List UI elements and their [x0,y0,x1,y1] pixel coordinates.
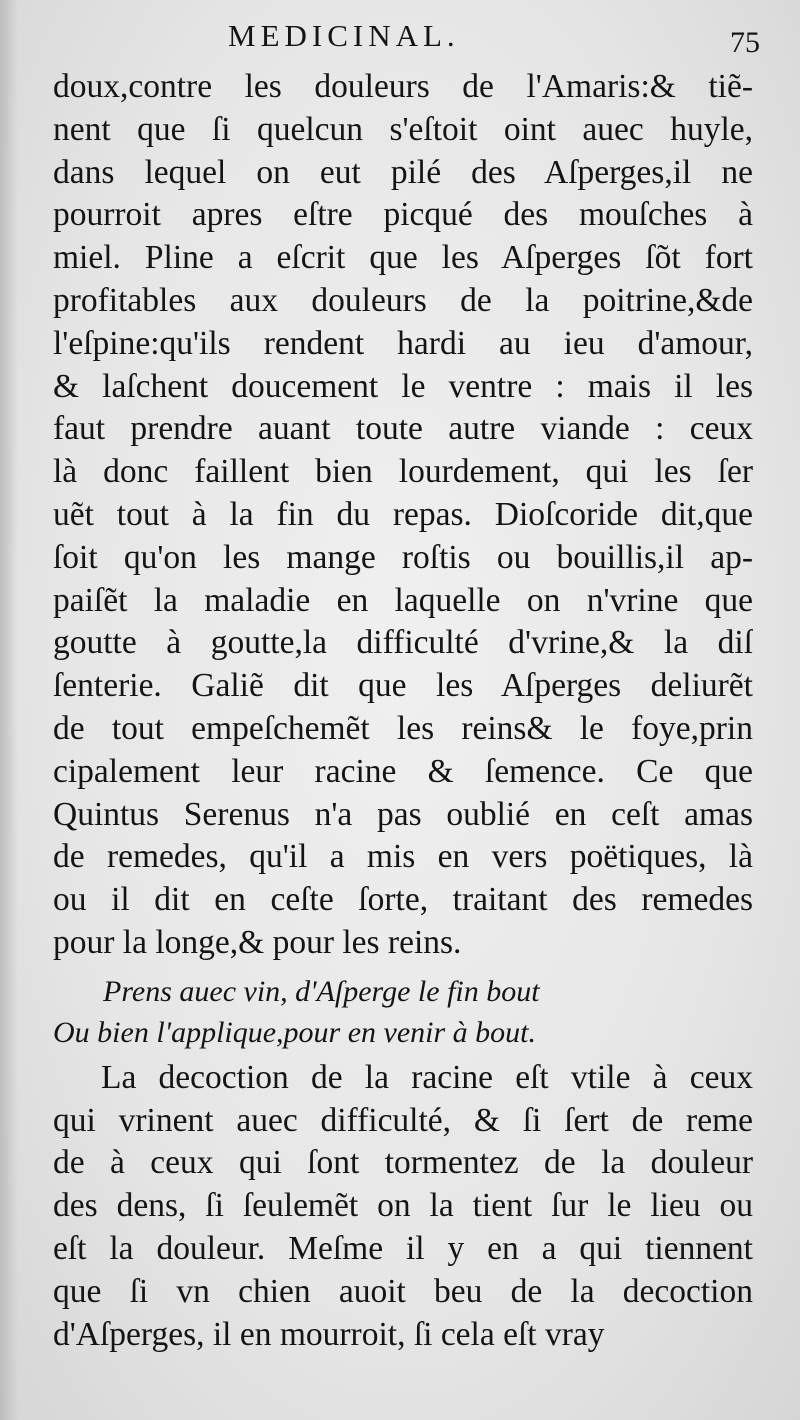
page-header [0,14,800,58]
page-number: 75 [730,26,760,59]
text-line: miel. Pline a eſcrit que les Aſperges ſõt fort [53,239,753,277]
text-line: faut prendre auant toute autre viande : ceux [53,410,753,448]
verse-quotation [53,971,753,1053]
text-line: là donc faillent bien lourdement, qui les ſer [53,453,753,491]
text-line: doux,contre les douleurs de l'Amaris:& tiẽ- [53,68,753,105]
text-line: de remedes, qu'il a mis en vers poëtiques, là [53,838,753,876]
text-line: cipalement leur racine & ſemence. Ce que [53,752,753,790]
paragraph-1 [53,66,753,965]
verse-line: Ou bien l'applique,pour en venir à bout. [53,1015,537,1049]
text-line: profitables aux douleurs de la poitrine,&de [53,281,753,319]
text-line: eſt la douleur. Meſme il y en a qui tiennent [53,1229,753,1267]
text-line: de tout empeſchemẽt les reins& le foye,prin [53,709,753,747]
text-line: & laſchent doucement le ventre : mais il les [53,367,753,405]
text-line: uẽt tout à la fin du repas. Dioſcoride dit,que [53,495,753,533]
text-line: que ſi vn chien auoit beu de la decoction [53,1272,753,1310]
text-line: qui vrinent auec difficulté, & ſi ſert de reme [53,1101,753,1139]
text-line: pour la longe,& pour les reins. [53,923,462,961]
running-head: MEDICINAL. [228,18,460,53]
text-line: La decoction de la racine eſt vtile à ceux [101,1058,753,1096]
body-text [53,66,753,1356]
text-line: ſenterie. Galiẽ dit que les Aſperges deliurẽt [53,667,753,705]
text-line: des dens, ſi ſeulemẽt on la tient ſur le lieu ou [53,1187,753,1225]
text-line: nent que ſi quelcun s'eſtoit oint auec huyle, [53,110,753,148]
text-line: Quintus Serenus n'a pas oublié en ceſt amas [53,795,753,833]
text-line: dans lequel on eut pilé des Aſperges,il ne [53,153,753,191]
paragraph-2 [53,1057,753,1357]
verse-line: Prens auec vin, d'Aſperge le fin bout [103,974,540,1008]
text-line: goutte à goutte,la difficulté d'vrine,& la diſ [53,624,753,662]
text-line: l'eſpine:qu'ils rendent hardi au ieu d'amour, [53,324,753,362]
text-line: paiſẽt la maladie en laquelle on n'vrine que [53,581,753,619]
text-line: de à ceux qui ſont tormentez de la douleur [53,1144,753,1182]
text-line: ou il dit en ceſte ſorte, traitant des remedes [53,881,753,919]
text-line: ſoit qu'on les mange roſtis ou bouillis,il ap- [53,538,753,576]
text-line: d'Aſperges, il en mourroit, ſi cela eſt vray [53,1315,605,1353]
text-line: pourroit apres eſtre picqué des mouſches à [53,196,753,234]
